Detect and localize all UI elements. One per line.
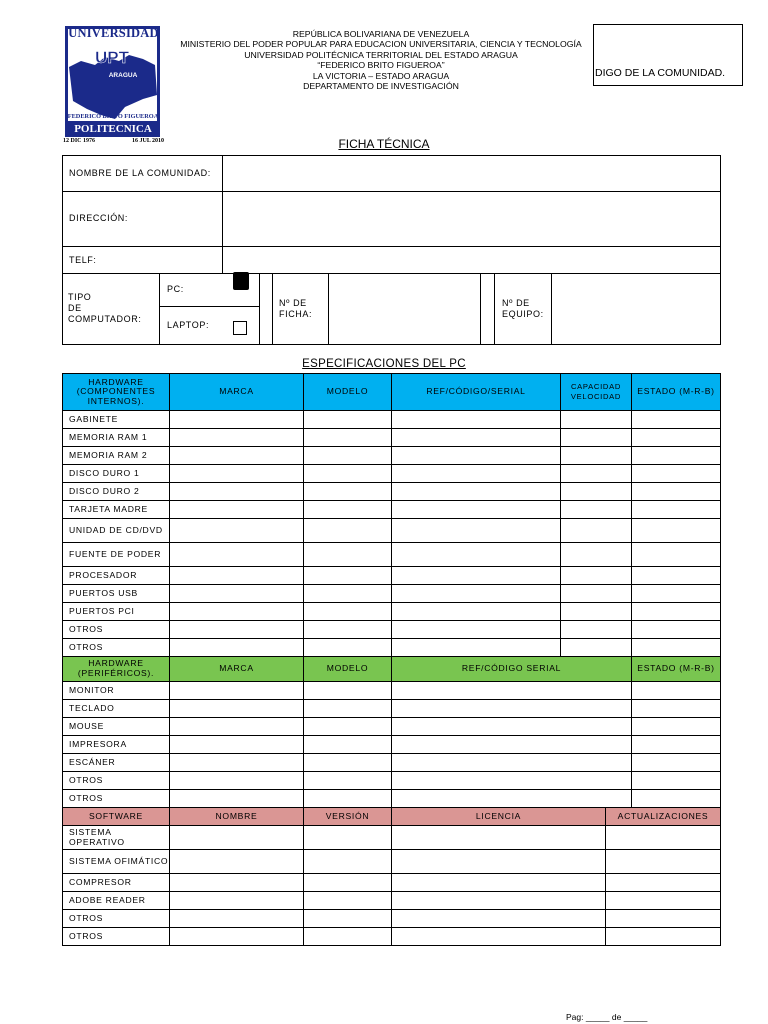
software-cell[interactable]: [606, 928, 721, 946]
marca-header: MARCA: [170, 374, 304, 411]
hardware-cell[interactable]: [304, 501, 392, 519]
table-row: [63, 585, 721, 603]
hardware-cell[interactable]: [561, 447, 632, 465]
hardware-cell[interactable]: [632, 483, 721, 501]
hardware-cell[interactable]: [632, 429, 721, 447]
software-cell[interactable]: [606, 826, 721, 850]
hardware-row-label: MEMORIA RAM 2: [63, 447, 170, 465]
hardware-cell[interactable]: [170, 465, 304, 483]
numero-equipo-label: Nº DE EQUIPO:: [502, 298, 544, 319]
hardware-cell[interactable]: [392, 429, 561, 447]
modelo-header: MODELO: [304, 657, 392, 682]
logo-state: ARAGUA: [108, 72, 138, 79]
hardware-row-label: OTROS: [63, 621, 170, 639]
logo-name: FEDERICO BRITO FIGUEROA: [67, 113, 159, 120]
hardware-cell[interactable]: [170, 543, 304, 567]
software-row-label: SISTEMA OPERATIVO: [63, 826, 170, 850]
hardware-cell[interactable]: [304, 543, 392, 567]
header-line-1: REPÚBLICA BOLIVARIANA DE VENEZUELA: [292, 29, 470, 39]
peripheral-cell[interactable]: [170, 700, 304, 718]
de-blank[interactable]: _____: [623, 1012, 648, 1022]
peripheral-row-label: MONITOR: [63, 682, 170, 700]
pc-checkbox[interactable]: [233, 272, 249, 290]
hardware-cell[interactable]: [304, 567, 392, 585]
hardware-cell[interactable]: [632, 465, 721, 483]
peripheral-cell[interactable]: [392, 754, 632, 772]
marca-header: MARCA: [170, 657, 304, 682]
table-row: [63, 567, 721, 585]
peripheral-cell[interactable]: [632, 700, 721, 718]
software-cell[interactable]: [392, 892, 606, 910]
logo-acronym: UPT: [95, 48, 129, 67]
hardware-cell[interactable]: [561, 621, 632, 639]
peripheral-cell[interactable]: [392, 718, 632, 736]
hardware-cell[interactable]: [632, 585, 721, 603]
peripheral-row-label: MOUSE: [63, 718, 170, 736]
hardware-cell[interactable]: [392, 543, 561, 567]
peripheral-cell[interactable]: [170, 790, 304, 808]
nombre-comunidad-field[interactable]: [223, 156, 719, 190]
table-row: [63, 621, 721, 639]
hardware-row-label: DISCO DURO 1: [63, 465, 170, 483]
software-cell[interactable]: [392, 910, 606, 928]
peripheral-cell[interactable]: [170, 682, 304, 700]
table-row: [63, 603, 721, 621]
software-cell[interactable]: [606, 850, 721, 874]
numero-equipo-field[interactable]: [552, 274, 719, 343]
software-row-label: OTROS: [63, 928, 170, 946]
hardware-cell[interactable]: [561, 603, 632, 621]
numero-ficha-field[interactable]: [329, 274, 479, 343]
table-row: [63, 826, 721, 850]
hardware-cell[interactable]: [561, 543, 632, 567]
pag-label: Pag:: [566, 1012, 584, 1022]
hardware-cell[interactable]: [561, 585, 632, 603]
peripheral-cell[interactable]: [304, 736, 392, 754]
hardware-cell[interactable]: [392, 567, 561, 585]
peripheral-cell[interactable]: [170, 754, 304, 772]
software-cell[interactable]: [170, 928, 304, 946]
hardware-cell[interactable]: [561, 483, 632, 501]
hardware-row-label: PUERTOS USB: [63, 585, 170, 603]
header-line-3: UNIVERSIDAD POLITÉCNICA TERRITORIAL DEL ESTADO ARAGUA: [244, 49, 518, 60]
hardware-row-label: FUENTE DE PODER: [63, 543, 170, 567]
hardware-cell[interactable]: [632, 501, 721, 519]
peripheral-cell[interactable]: [304, 772, 392, 790]
table-row: [63, 639, 721, 657]
peripheral-row-label: ESCÁNER: [63, 754, 170, 772]
ficha-title: FICHA TÉCNICA: [338, 137, 430, 151]
logo-date-right: 16 JUL 2010: [131, 138, 164, 144]
peripheral-cell[interactable]: [632, 772, 721, 790]
hardware-cell[interactable]: [632, 567, 721, 585]
header-line-5: LA VICTORIA – ESTADO ARAGUA: [312, 70, 450, 81]
peripheral-cell[interactable]: [304, 682, 392, 700]
peripheral-cell[interactable]: [304, 718, 392, 736]
peripheral-cell[interactable]: [632, 736, 721, 754]
specs-title: ESPECIFICACIONES DEL PC: [302, 358, 466, 370]
hardware-cell[interactable]: [304, 429, 392, 447]
hardware-row-label: TARJETA MADRE: [63, 501, 170, 519]
table-row: [63, 874, 721, 892]
community-code-label: DIGO DE LA COMUNIDAD.: [595, 67, 726, 79]
hardware-row-label: GABINETE: [63, 411, 170, 429]
hardware-cell[interactable]: [304, 519, 392, 543]
hardware-cell[interactable]: [170, 639, 304, 657]
hardware-cell[interactable]: [392, 411, 561, 429]
table-row: [63, 429, 721, 447]
tipo-computador-label: TIPO DE COMPUTADOR:: [68, 292, 142, 324]
table-row: [63, 736, 721, 754]
peripheral-row-label: OTROS: [63, 772, 170, 790]
software-cell[interactable]: [304, 826, 392, 850]
community-code-box[interactable]: [593, 24, 743, 86]
table-row: [63, 892, 721, 910]
hardware-cell[interactable]: [170, 447, 304, 465]
hardware-cell[interactable]: [170, 411, 304, 429]
peripheral-header: HARDWARE (PERIFÉRICOS).: [63, 657, 170, 682]
peripheral-cell[interactable]: [632, 790, 721, 808]
hardware-cell[interactable]: [170, 483, 304, 501]
institution-header: [150, 29, 612, 91]
hardware-cell[interactable]: [392, 501, 561, 519]
peripheral-row-label: IMPRESORA: [63, 736, 170, 754]
hardware-cell[interactable]: [170, 501, 304, 519]
de-label: de: [611, 1012, 622, 1022]
hardware-cell[interactable]: [170, 567, 304, 585]
hardware-row-label: OTROS: [63, 639, 170, 657]
table-row: [63, 501, 721, 519]
software-header: SOFTWARE: [63, 808, 170, 826]
peripheral-cell[interactable]: [392, 736, 632, 754]
laptop-checkbox[interactable]: [233, 321, 247, 335]
table-row: [63, 700, 721, 718]
pag-blank[interactable]: _____: [585, 1012, 610, 1022]
peripheral-cell[interactable]: [170, 718, 304, 736]
table-row: [63, 447, 721, 465]
hardware-cell[interactable]: [561, 639, 632, 657]
estado-header: ESTADO (M-R-B): [632, 657, 721, 682]
hardware-row-label: DISCO DURO 2: [63, 483, 170, 501]
software-row-label: COMPRESOR: [63, 874, 170, 892]
table-row: [63, 808, 721, 826]
hardware-cell[interactable]: [561, 411, 632, 429]
software-row-label: SISTEMA OFIMÁTICO: [63, 850, 170, 874]
hardware-cell[interactable]: [170, 519, 304, 543]
ref-serial-header: REF/CÓDIGO/SERIAL: [392, 374, 561, 411]
estado-header: ESTADO (M-R-B): [632, 374, 721, 411]
licencia-header: LICENCIA: [392, 808, 606, 826]
actualizaciones-header: ACTUALIZACIONES: [606, 808, 721, 826]
hardware-cell[interactable]: [632, 621, 721, 639]
peripheral-cell[interactable]: [392, 700, 632, 718]
hardware-cell[interactable]: [392, 639, 561, 657]
software-cell[interactable]: [170, 826, 304, 850]
hardware-cell[interactable]: [392, 585, 561, 603]
hardware-cell[interactable]: [304, 639, 392, 657]
hardware-cell[interactable]: [561, 429, 632, 447]
software-cell[interactable]: [606, 910, 721, 928]
hardware-cell[interactable]: [304, 483, 392, 501]
peripheral-cell[interactable]: [392, 682, 632, 700]
laptop-label: LAPTOP:: [167, 320, 210, 330]
hardware-cell[interactable]: [392, 465, 561, 483]
table-row: [63, 483, 721, 501]
peripheral-cell[interactable]: [392, 772, 632, 790]
hardware-cell[interactable]: [632, 447, 721, 465]
table-row: [63, 543, 721, 567]
version-header: VERSIÓN: [304, 808, 392, 826]
table-row: [63, 754, 721, 772]
hardware-cell[interactable]: [632, 639, 721, 657]
hardware-cell[interactable]: [304, 585, 392, 603]
hardware-cell[interactable]: [392, 519, 561, 543]
hardware-cell[interactable]: [170, 429, 304, 447]
hardware-cell[interactable]: [304, 447, 392, 465]
pc-label: PC:: [167, 284, 184, 294]
peripheral-cell[interactable]: [170, 772, 304, 790]
table-row: [63, 465, 721, 483]
table-row: [63, 928, 721, 946]
software-cell[interactable]: [170, 892, 304, 910]
direccion-label: DIRECCIÓN:: [69, 213, 129, 223]
hardware-cell[interactable]: [561, 519, 632, 543]
software-cell[interactable]: [392, 826, 606, 850]
hardware-cell[interactable]: [170, 585, 304, 603]
peripheral-cell[interactable]: [632, 754, 721, 772]
peripheral-cell[interactable]: [170, 736, 304, 754]
software-cell[interactable]: [392, 874, 606, 892]
hardware-row-label: MEMORIA RAM 1: [63, 429, 170, 447]
table-row: [63, 790, 721, 808]
hardware-header: HARDWARE (COMPONENTES INTERNOS).: [63, 374, 170, 411]
peripheral-cell[interactable]: [392, 790, 632, 808]
header-line-6: DEPARTAMENTO DE INVESTIGACIÓN: [303, 81, 459, 92]
telf-field[interactable]: [223, 247, 719, 272]
peripheral-cell[interactable]: [304, 754, 392, 772]
peripheral-cell[interactable]: [304, 700, 392, 718]
table-row: [63, 657, 721, 682]
numero-ficha-label: Nº DE FICHA:: [279, 298, 313, 319]
peripheral-row-label: TECLADO: [63, 700, 170, 718]
hardware-cell[interactable]: [392, 621, 561, 639]
table-row: [63, 718, 721, 736]
hardware-cell[interactable]: [632, 543, 721, 567]
table-row: [63, 682, 721, 700]
table-row: [63, 772, 721, 790]
capacidad-header: CAPACIDAD VELOCIDAD: [561, 374, 632, 411]
software-cell[interactable]: [304, 892, 392, 910]
software-cell[interactable]: [392, 928, 606, 946]
direccion-field[interactable]: [223, 192, 719, 245]
table-row: [63, 910, 721, 928]
hardware-cell[interactable]: [392, 447, 561, 465]
peripheral-row-label: OTROS: [63, 790, 170, 808]
table-row: [63, 374, 721, 411]
software-cell[interactable]: [170, 850, 304, 874]
software-cell[interactable]: [304, 850, 392, 874]
hardware-row-label: UNIDAD DE CD/DVD: [63, 519, 170, 543]
software-cell[interactable]: [606, 892, 721, 910]
peripheral-cell[interactable]: [632, 718, 721, 736]
header-line-4: “FEDERICO BRITO FIGUEROA”: [317, 60, 445, 71]
logo-date-left: 12 DIC 1976: [63, 138, 96, 144]
specs-table: [62, 373, 721, 946]
hardware-row-label: PROCESADOR: [63, 567, 170, 585]
ref-serial-header: REF/CÓDIGO SERIAL: [392, 657, 632, 682]
hardware-cell[interactable]: [561, 501, 632, 519]
hardware-cell[interactable]: [170, 621, 304, 639]
peripheral-cell[interactable]: [304, 790, 392, 808]
software-cell[interactable]: [392, 850, 606, 874]
software-row-label: OTROS: [63, 910, 170, 928]
table-row: [63, 519, 721, 543]
hardware-cell[interactable]: [632, 603, 721, 621]
hardware-cell[interactable]: [304, 465, 392, 483]
nombre-header: NOMBRE: [170, 808, 304, 826]
software-cell[interactable]: [304, 910, 392, 928]
hardware-cell[interactable]: [632, 519, 721, 543]
telf-label: TELF:: [69, 255, 97, 265]
software-cell[interactable]: [304, 874, 392, 892]
page-number: [566, 1012, 647, 1022]
software-cell[interactable]: [170, 910, 304, 928]
software-cell[interactable]: [170, 874, 304, 892]
peripheral-cell[interactable]: [632, 682, 721, 700]
table-row: [63, 850, 721, 874]
software-row-label: ADOBE READER: [63, 892, 170, 910]
hardware-cell[interactable]: [170, 603, 304, 621]
logo-subtitle: POLITECNICA: [74, 123, 152, 135]
header-line-2: MINISTERIO DEL PODER POPULAR PARA EDUCACION UNIVERSITARIA, CIENCIA Y TECNOLOGÍA: [180, 39, 582, 50]
software-cell[interactable]: [304, 928, 392, 946]
hardware-cell[interactable]: [304, 603, 392, 621]
hardware-cell[interactable]: [632, 411, 721, 429]
hardware-row-label: PUERTOS PCI: [63, 603, 170, 621]
table-row: [63, 411, 721, 429]
hardware-cell[interactable]: [304, 621, 392, 639]
nombre-comunidad-label: NOMBRE DE LA COMUNIDAD:: [69, 168, 211, 178]
hardware-cell[interactable]: [392, 603, 561, 621]
hardware-cell[interactable]: [561, 567, 632, 585]
hardware-cell[interactable]: [392, 483, 561, 501]
hardware-cell[interactable]: [561, 465, 632, 483]
software-cell[interactable]: [606, 874, 721, 892]
hardware-cell[interactable]: [304, 411, 392, 429]
logo-title: UNIVERSIDAD: [68, 26, 159, 40]
modelo-header: MODELO: [304, 374, 392, 411]
